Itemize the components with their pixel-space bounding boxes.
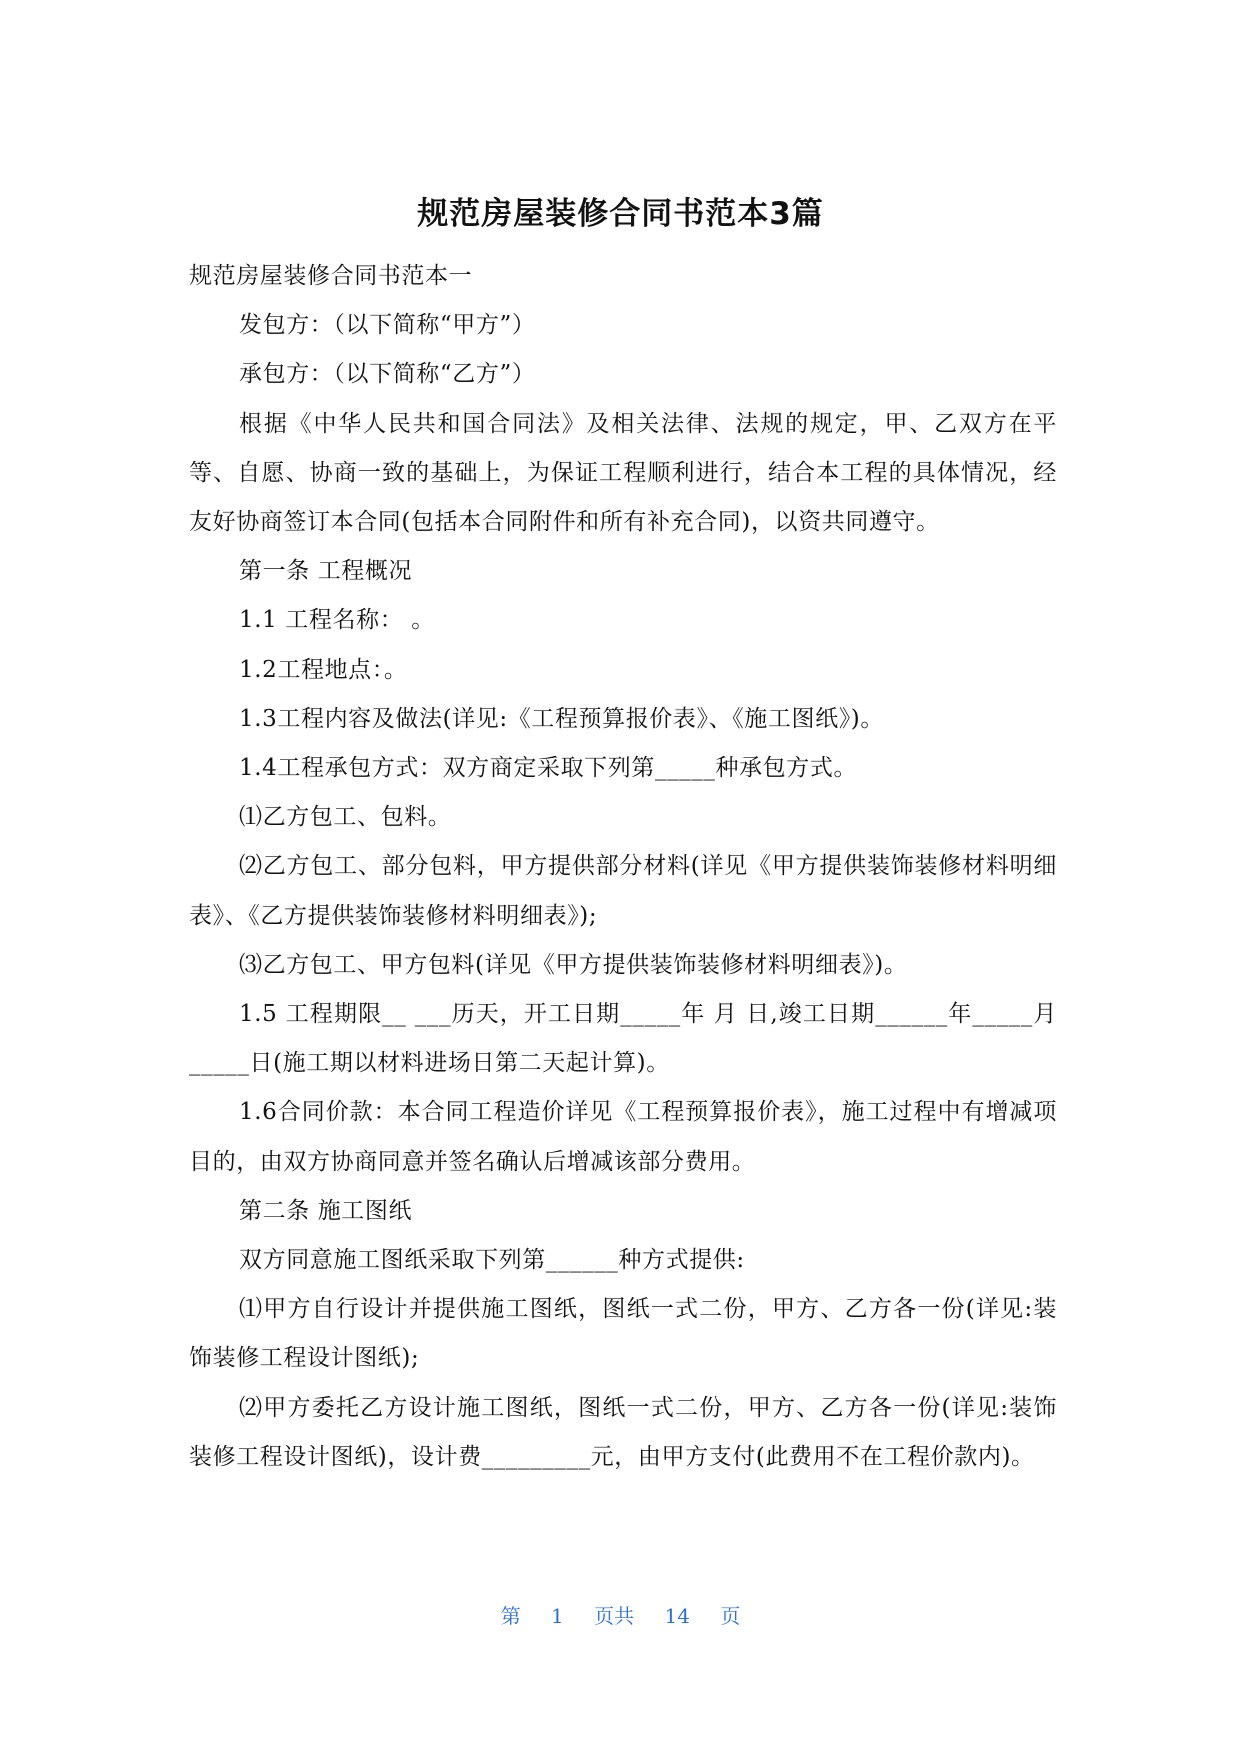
paragraph: ⑴乙方包工、包料。 bbox=[239, 804, 452, 831]
footer-label-end: 页 bbox=[720, 1604, 741, 1628]
document-title: 规范房屋装修合同书范本3篇 bbox=[417, 196, 824, 232]
page-footer bbox=[0, 1600, 1241, 1629]
article-heading: 第二条 施工图纸 bbox=[239, 1197, 413, 1224]
paragraph: 1.5 工程期限__ ___历天，开工日期_____年 月 日,竣工日期______年_____月_____日(施工期以材料进场日第二天起计算)。 bbox=[189, 1001, 1057, 1077]
footer-label-page: 第 bbox=[500, 1604, 521, 1628]
paragraph: ⑵乙方包工、部分包料，甲方提供部分材料(详见《甲方提供装饰装修材料明细表》、《乙方提供装饰装修材料明细表》); bbox=[189, 853, 1057, 929]
paragraph: 发包方：（以下简称“甲方”） bbox=[239, 312, 536, 339]
footer-total-pages: 14 bbox=[664, 1604, 690, 1628]
footer-label-of: 页共 bbox=[594, 1604, 635, 1628]
paragraph: 1.3工程内容及做法(详见:《工程预算报价表》、《施工图纸》)。 bbox=[239, 705, 884, 732]
paragraph: 1.4工程承包方式：双方商定采取下列第_____种承包方式。 bbox=[239, 755, 858, 782]
section-heading: 规范房屋装修合同书范本一 bbox=[189, 263, 473, 289]
article-heading: 第一条 工程概况 bbox=[239, 558, 413, 585]
paragraph: 根据《中华人民共和国合同法》及相关法律、法规的规定，甲、乙双方在平等、自愿、协商一致的基础上，为保证工程顺利进行，结合本工程的具体情况，经友好协商签订本合同(包括本合同附件和所有补充合同)，以资共同遵守。 bbox=[189, 410, 1057, 536]
paragraph: ⑶乙方包工、甲方包料(详见《甲方提供装饰装修材料明细表》)。 bbox=[239, 951, 908, 978]
footer-current-page: 1 bbox=[551, 1604, 564, 1628]
paragraph: ⑵甲方委托乙方设计施工图纸，图纸一式二份，甲方、乙方各一份(详见:装饰装修工程设计图纸)，设计费_________元，由甲方支付(此费用不在工程价款内)。 bbox=[189, 1394, 1057, 1470]
paragraph: 1.1 工程名称： 。 bbox=[239, 607, 435, 634]
document-body bbox=[189, 252, 1057, 1482]
paragraph: 双方同意施工图纸采取下列第______种方式提供: bbox=[239, 1247, 745, 1274]
paragraph: ⑴甲方自行设计并提供施工图纸，图纸一式二份，甲方、乙方各一份(详见:装饰装修工程设计图纸); bbox=[189, 1296, 1057, 1372]
paragraph: 1.2工程地点：。 bbox=[239, 656, 408, 683]
paragraph: 承包方：（以下简称“乙方”） bbox=[239, 361, 536, 388]
paragraph: 1.6合同价款：本合同工程造价详见《工程预算报价表》，施工过程中有增减项目的，由双方协商同意并签名确认后增减该部分费用。 bbox=[189, 1099, 1057, 1175]
